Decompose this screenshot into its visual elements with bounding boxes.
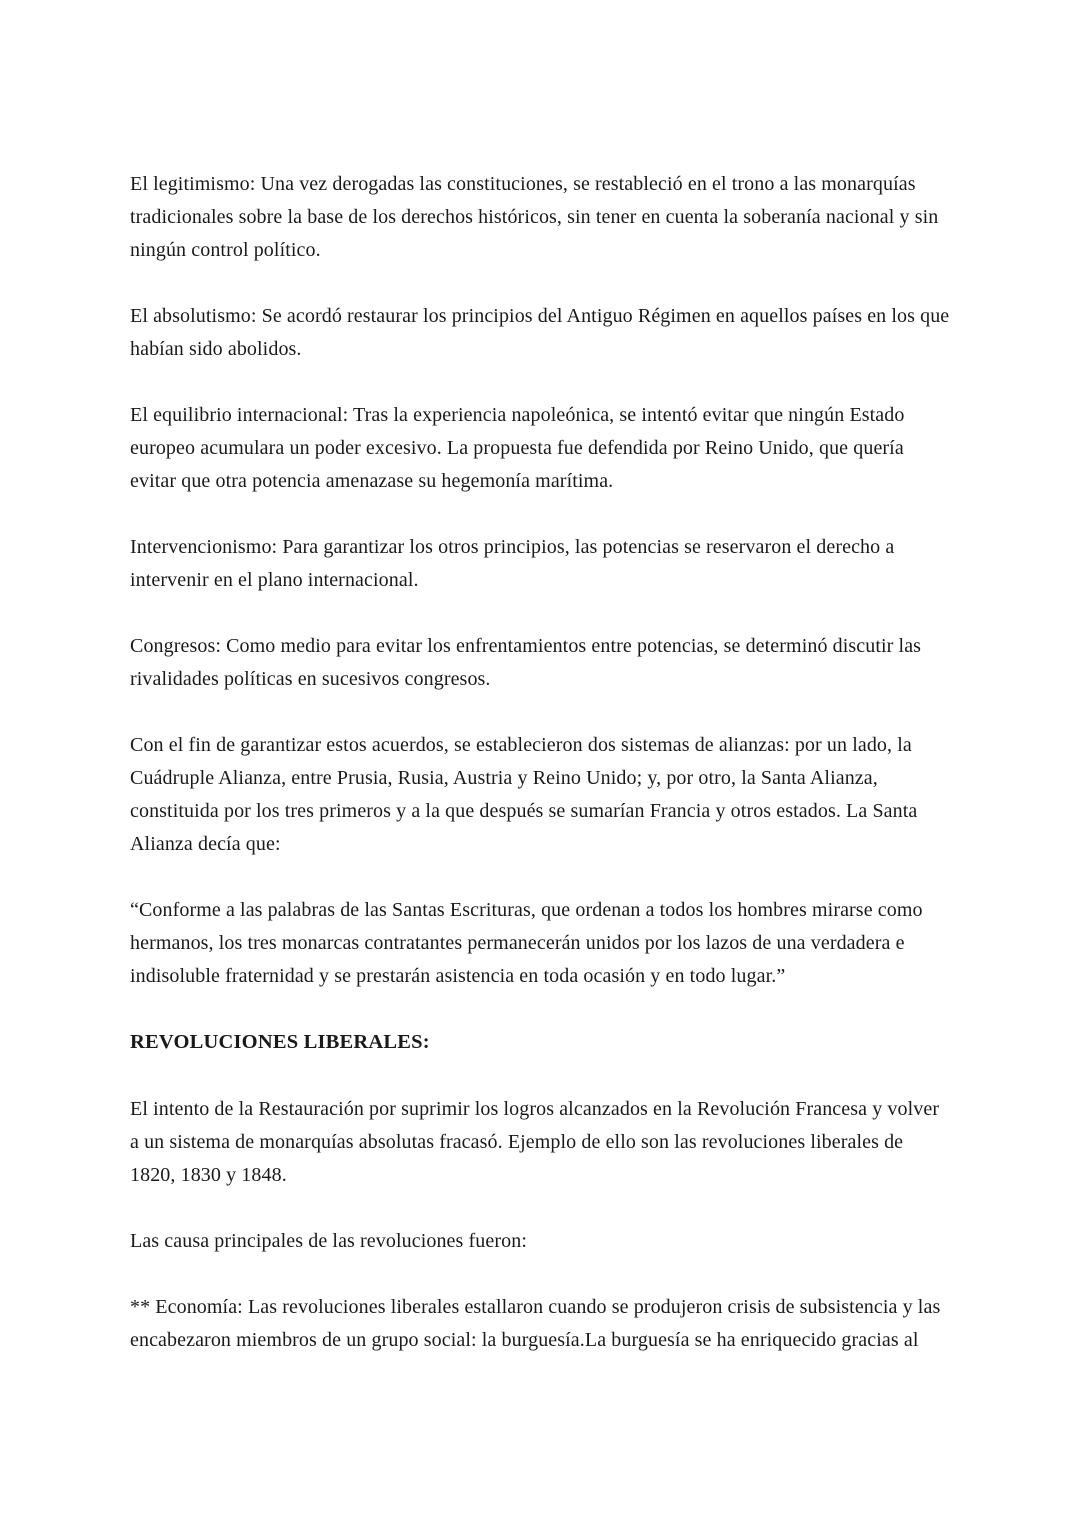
paragraph-causas-intro: Las causa principales de las revoluciones fueron: bbox=[130, 1229, 527, 1252]
paragraph-intervencionismo: Intervencionismo: Para garantizar los otros principios, las potencias se reservaron el derecho a intervenir en el plano internacional. bbox=[130, 536, 895, 591]
paragraph-congresos: Congresos: Como medio para evitar los enfrentamientos entre potencias, se determinó discutir las rivalidades políticas en sucesivos congresos. bbox=[130, 635, 922, 690]
paragraph-equilibrio-internacional: El equilibrio internacional: Tras la experiencia napoleónica, se intentó evitar que ningún Estado europeo acumulara un poder excesivo. La propuesta fue defendida por Reino Unido, que quería evitar que otra potencia amenazase su hegemonía marítima. bbox=[130, 404, 905, 492]
paragraph-absolutismo: El absolutismo: Se acordó restaurar los principios del Antiguo Régimen en aquellos países en los que habían sido abolidos. bbox=[130, 305, 950, 360]
paragraph-restauracion-fracaso: El intento de la Restauración por suprimir los logros alcanzados en la Revolución Francesa y volver a un sistema de monarquías absolutas fracasó. Ejemplo de ello son las revoluciones liberales de 1820, 1830 y 1848. bbox=[130, 1097, 940, 1186]
paragraph-economia: ** Economía: Las revoluciones liberales estallaron cuando se produjeron crisis de subsistencia y las encabezaron miembros de un grupo social: la burguesía.La burguesía se ha enriquecido gracias al bbox=[130, 1295, 941, 1351]
section-heading-revoluciones-liberales: REVOLUCIONES LIBERALES: bbox=[130, 1031, 430, 1053]
paragraph-cita-santa-alianza: “Conforme a las palabras de las Santas Escrituras, que ordenan a todos los hombres mirarse como hermanos, los tres monarcas contratantes permanecerán unidos por los lazos de una verdadera e indisoluble fraternidad y se prestarán asistencia en toda ocasión y en todo lugar.” bbox=[130, 899, 923, 987]
paragraph-alianzas: Con el fin de garantizar estos acuerdos, se establecieron dos sistemas de alianzas: por un lado, la Cuádruple Alianza, entre Prusia, Rusia, Austria y Reino Unido; y, por otro, la Santa Alianza, constituida por los tres primeros y a la que después se sumarían Francia y otros estados. La Santa Alianza decía que: bbox=[130, 734, 918, 855]
paragraph-legitimismo: El legitimismo: Una vez derogadas las constituciones, se restableció en el trono a las monarquías tradicionales sobre la base de los derechos históricos, sin tener en cuenta la soberanía nacional y sin ningún control político. bbox=[130, 173, 939, 261]
